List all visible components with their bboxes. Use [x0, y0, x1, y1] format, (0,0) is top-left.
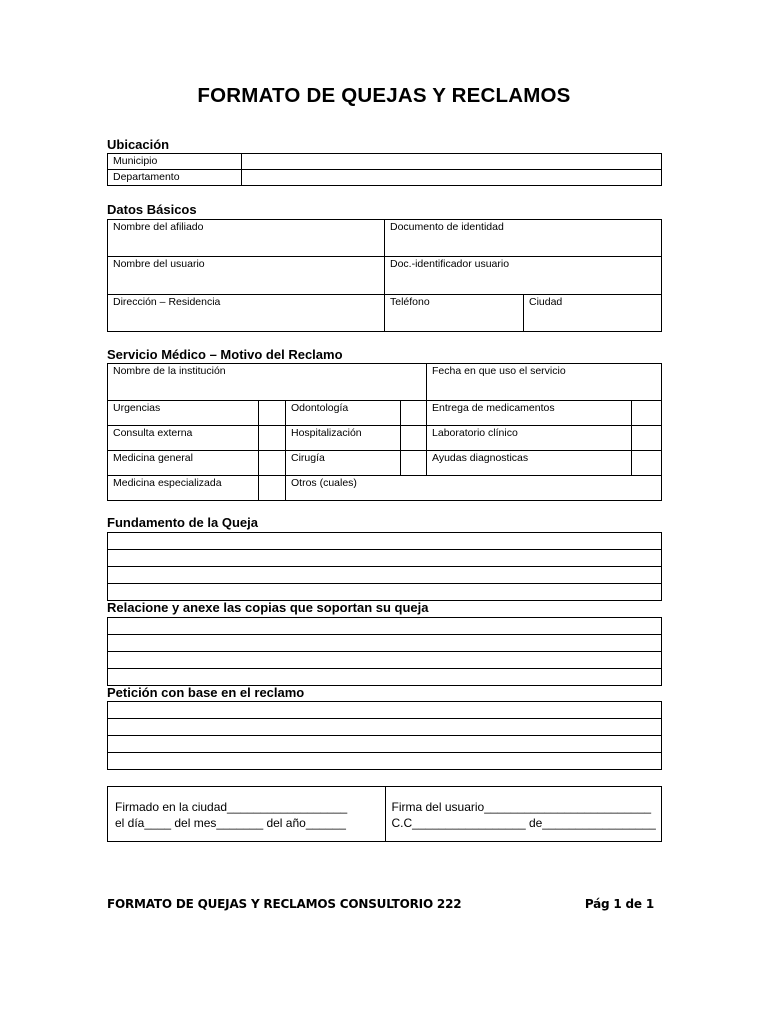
medicina-general-label: Medicina general — [108, 451, 259, 476]
otros-field[interactable] — [286, 476, 662, 501]
documento-identidad-label: Documento de identidad — [390, 221, 504, 233]
direccion-label: Dirección – Residencia — [113, 296, 221, 308]
signature-box — [107, 786, 662, 842]
peticion-line[interactable] — [108, 719, 662, 736]
nombre-usuario-label: Nombre del usuario — [113, 258, 205, 270]
medicina-especializada-label: Medicina especializada — [108, 476, 259, 501]
section-datos-basicos-heading: Datos Básicos — [107, 202, 197, 217]
entrega-medicamentos-checkbox[interactable] — [632, 401, 662, 426]
doc-identificador-label: Doc.-identificador usuario — [390, 258, 510, 270]
peticion-lines — [107, 701, 662, 770]
ciudad-label: Ciudad — [529, 296, 563, 308]
laboratorio-label: Laboratorio clínico — [427, 426, 632, 451]
doc-identificador-field[interactable] — [385, 257, 662, 295]
odontologia-label: Odontología — [286, 401, 401, 426]
relacione-line[interactable] — [108, 635, 662, 652]
footer-page-number: Pág 1 de 1 — [584, 897, 654, 911]
peticion-line[interactable] — [108, 753, 662, 770]
direccion-field[interactable] — [108, 295, 385, 332]
section-fundamento-heading: Fundamento de la Queja — [107, 515, 258, 530]
cirugia-checkbox[interactable] — [401, 451, 427, 476]
documento-identidad-field[interactable] — [385, 220, 662, 257]
page-title: FORMATO DE QUEJAS Y RECLAMOS — [197, 84, 571, 107]
signature-user-block[interactable] — [385, 787, 662, 841]
medicina-especializada-checkbox[interactable] — [259, 476, 286, 501]
relacione-line[interactable] — [108, 652, 662, 669]
nombre-afiliado-field[interactable] — [108, 220, 385, 257]
medicina-general-checkbox[interactable] — [259, 451, 286, 476]
municipio-field[interactable] — [242, 154, 662, 170]
telefono-field[interactable] — [385, 295, 524, 332]
entrega-medicamentos-label: Entrega de medicamentos — [427, 401, 632, 426]
ciudad-field[interactable] — [524, 295, 662, 332]
signature-location-block[interactable] — [108, 787, 385, 841]
departamento-field[interactable] — [242, 170, 662, 186]
fundamento-lines — [107, 532, 662, 601]
fundamento-line[interactable] — [108, 584, 662, 601]
datos-basicos-table — [107, 219, 662, 332]
otros-label: Otros (cuales) — [291, 477, 357, 489]
section-relacione-heading: Relacione y anexe las copias que soportan su queja — [107, 600, 429, 615]
cirugia-label: Cirugía — [286, 451, 401, 476]
departamento-label: Departamento — [108, 170, 242, 186]
laboratorio-checkbox[interactable] — [632, 426, 662, 451]
ubicacion-table — [107, 153, 662, 186]
peticion-line[interactable] — [108, 702, 662, 719]
odontologia-checkbox[interactable] — [401, 401, 427, 426]
urgencias-label: Urgencias — [108, 401, 259, 426]
nombre-afiliado-label: Nombre del afiliado — [113, 221, 204, 233]
consulta-externa-checkbox[interactable] — [259, 426, 286, 451]
municipio-label: Municipio — [108, 154, 242, 170]
firma-usuario-line: Firma del usuario_________________________ — [391, 800, 652, 814]
hospitalizacion-label: Hospitalización — [286, 426, 401, 451]
fecha-uso-field[interactable] — [427, 364, 662, 401]
consulta-externa-label: Consulta externa — [108, 426, 259, 451]
relacione-line[interactable] — [108, 669, 662, 686]
fecha-uso-label: Fecha en que uso el servicio — [432, 365, 566, 377]
fundamento-line[interactable] — [108, 567, 662, 584]
fundamento-line[interactable] — [108, 533, 662, 550]
relacione-lines — [107, 617, 662, 686]
firmado-ciudad-line: Firmado en la ciudad__________________ — [115, 800, 348, 814]
nombre-institucion-field[interactable] — [108, 364, 427, 401]
servicio-medico-table — [107, 363, 662, 501]
ayudas-label: Ayudas diagnosticas — [427, 451, 632, 476]
urgencias-checkbox[interactable] — [259, 401, 286, 426]
nombre-usuario-field[interactable] — [108, 257, 385, 295]
hospitalizacion-checkbox[interactable] — [401, 426, 427, 451]
ayudas-checkbox[interactable] — [632, 451, 662, 476]
footer-document-name: FORMATO DE QUEJAS Y RECLAMOS CONSULTORIO 222 — [107, 897, 462, 911]
telefono-label: Teléfono — [390, 296, 430, 308]
section-ubicacion-heading: Ubicación — [107, 137, 170, 152]
relacione-line[interactable] — [108, 618, 662, 635]
cc-line: C.C_________________ de_________________ — [391, 816, 656, 830]
section-servicio-medico-heading: Servicio Médico – Motivo del Reclamo — [107, 347, 343, 362]
nombre-institucion-label: Nombre de la institución — [113, 365, 226, 377]
section-peticion-heading: Petición con base en el reclamo — [107, 685, 305, 700]
fundamento-line[interactable] — [108, 550, 662, 567]
fecha-line: el día____ del mes_______ del año______ — [115, 816, 346, 830]
peticion-line[interactable] — [108, 736, 662, 753]
